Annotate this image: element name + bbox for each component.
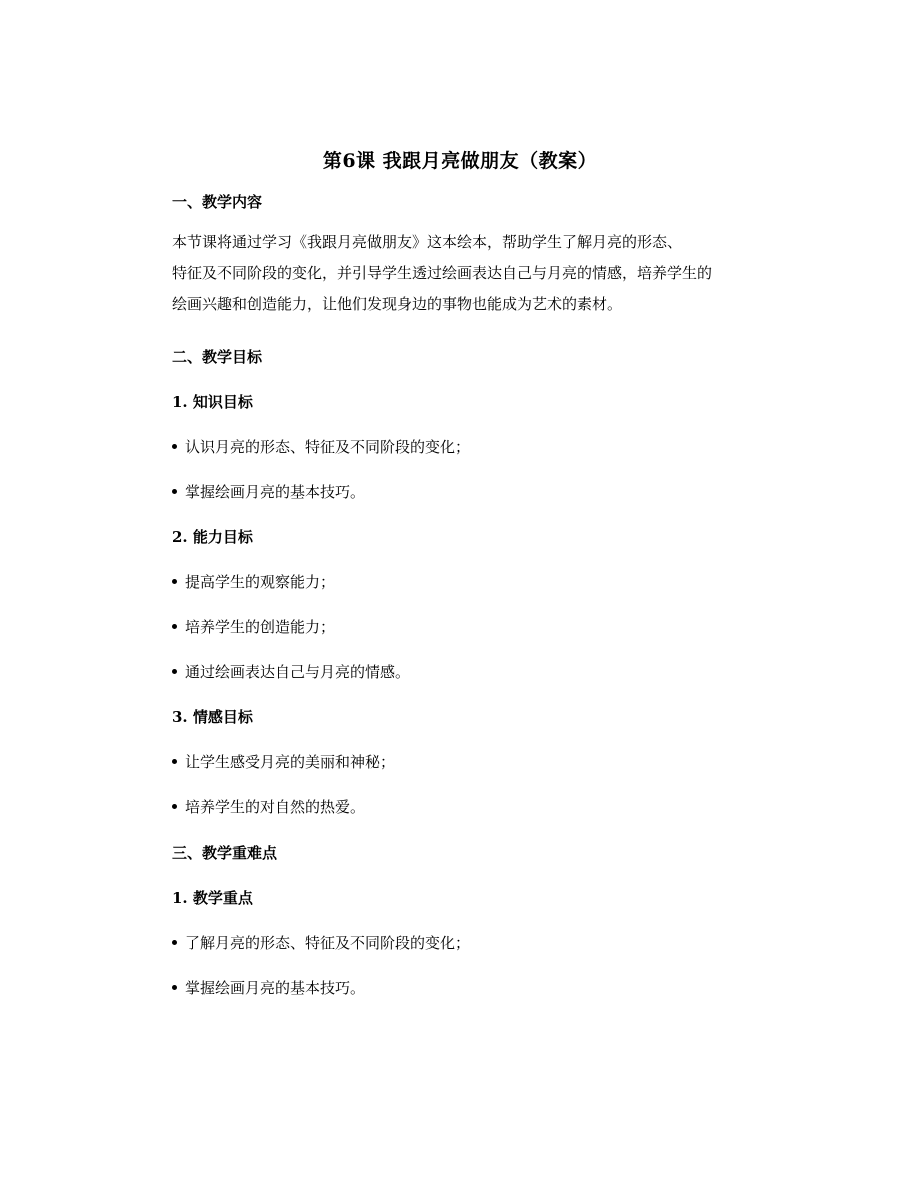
list-item-text: 通过绘画表达自己与月亮的情感。 — [185, 663, 411, 681]
bullet-icon — [172, 444, 177, 449]
subheading-knowledge-goal: 1. 知识目标 — [172, 393, 253, 411]
list-item-text: 培养学生的对自然的热爱。 — [185, 798, 366, 816]
bullet-icon — [172, 669, 177, 674]
paragraph-line: 特征及不同阶段的变化，并引导学生透过绘画表达自己与月亮的情感，培养学生的 — [172, 264, 713, 282]
bullet-icon — [172, 579, 177, 584]
list-item — [172, 932, 470, 953]
bullet-icon — [172, 624, 177, 629]
subheading-ability-goal: 2. 能力目标 — [172, 528, 253, 546]
subheading-teaching-focus: 1. 教学重点 — [172, 889, 253, 907]
subheading-emotion-goal: 3. 情感目标 — [172, 708, 253, 726]
list-item — [172, 751, 395, 772]
list-item-text: 让学生感受月亮的美丽和神秘； — [185, 753, 396, 771]
content-paragraph — [172, 227, 798, 320]
paragraph-line: 绘画兴趣和创造能力，让他们发现身边的事物也能成为艺术的素材。 — [172, 295, 623, 313]
list-item — [172, 481, 365, 502]
list-item-text: 认识月亮的形态、特征及不同阶段的变化； — [185, 438, 471, 456]
list-item — [172, 796, 365, 817]
list-item — [172, 436, 470, 457]
list-item — [172, 661, 410, 682]
bullet-icon — [172, 985, 177, 990]
list-item-text: 了解月亮的形态、特征及不同阶段的变化； — [185, 934, 471, 952]
paragraph-line: 本节课将通过学习《我跟月亮做朋友》这本绘本，帮助学生了解月亮的形态、 — [172, 233, 683, 251]
section-heading-content: 一、教学内容 — [172, 193, 263, 211]
list-item — [172, 571, 335, 592]
bullet-icon — [172, 940, 177, 945]
section-heading-goals: 二、教学目标 — [172, 348, 263, 366]
page-title: 第6课 我跟月亮做朋友（教案） — [322, 150, 598, 172]
list-item — [172, 977, 365, 998]
section-heading-key-points: 三、教学重难点 — [172, 844, 278, 862]
list-item-text: 掌握绘画月亮的基本技巧。 — [185, 483, 366, 501]
bullet-icon — [172, 489, 177, 494]
list-item-text: 掌握绘画月亮的基本技巧。 — [185, 979, 366, 997]
bullet-icon — [172, 804, 177, 809]
list-item-text: 培养学生的创造能力； — [185, 618, 336, 636]
list-item-text: 提高学生的观察能力； — [185, 573, 336, 591]
bullet-icon — [172, 759, 177, 764]
list-item — [172, 616, 335, 637]
